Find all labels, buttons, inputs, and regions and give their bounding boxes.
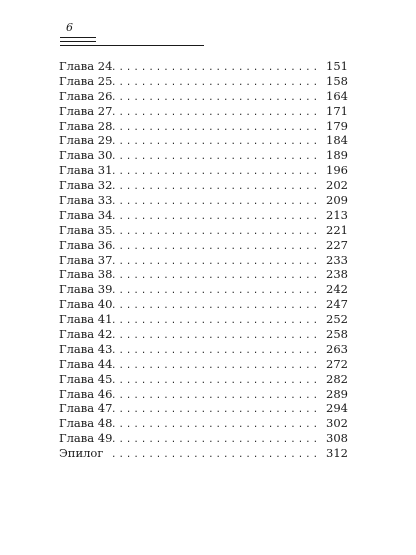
toc-entry-title: Глава 49 bbox=[59, 431, 113, 446]
header-rule-short-top bbox=[60, 37, 96, 38]
toc-entry-page-number: 202 bbox=[326, 178, 348, 193]
toc-dot-leader bbox=[111, 165, 318, 180]
toc-entry-page-number: 289 bbox=[326, 386, 348, 401]
toc-entry bbox=[59, 178, 348, 193]
toc-entry-page-number: 272 bbox=[326, 356, 348, 371]
toc-entry-page-number: 171 bbox=[326, 103, 348, 118]
toc-entry-title: Глава 29 bbox=[59, 133, 113, 148]
toc-entry-title: Глава 32 bbox=[59, 178, 113, 193]
toc-entry-title: Глава 48 bbox=[59, 416, 113, 431]
toc-entry bbox=[59, 253, 348, 268]
toc-dot-leader bbox=[111, 329, 318, 344]
toc-entry bbox=[59, 104, 348, 119]
toc-entry bbox=[59, 282, 348, 297]
toc-dot-leader bbox=[111, 299, 318, 314]
toc-dot-leader bbox=[111, 448, 318, 463]
toc-entry bbox=[59, 446, 348, 461]
toc-entry-title: Глава 26 bbox=[59, 88, 113, 103]
toc-entry bbox=[59, 89, 348, 104]
table-of-contents bbox=[59, 59, 348, 461]
toc-entry-title: Эпилог bbox=[59, 446, 104, 461]
toc-entry-title: Глава 24 bbox=[59, 59, 113, 73]
header-rule-short-bottom bbox=[60, 41, 96, 42]
toc-dot-leader bbox=[111, 135, 318, 150]
toc-dot-leader bbox=[111, 150, 318, 165]
toc-entry-page-number: 209 bbox=[326, 193, 348, 208]
toc-entry-title: Глава 36 bbox=[59, 237, 113, 252]
toc-entry-page-number: 158 bbox=[326, 73, 348, 88]
toc-entry-title: Глава 34 bbox=[59, 207, 113, 222]
toc-dot-leader bbox=[111, 121, 318, 136]
toc-entry-page-number: 294 bbox=[326, 401, 348, 416]
toc-dot-leader bbox=[111, 284, 318, 299]
toc-entry-page-number: 233 bbox=[326, 252, 348, 267]
toc-entry-page-number: 179 bbox=[326, 118, 348, 133]
toc-entry bbox=[59, 223, 348, 238]
toc-entry-title: Глава 37 bbox=[59, 252, 113, 267]
toc-entry bbox=[59, 312, 348, 327]
toc-dot-leader bbox=[111, 240, 318, 255]
toc-entry-title: Глава 28 bbox=[59, 118, 113, 133]
toc-entry-title: Глава 38 bbox=[59, 267, 113, 282]
toc-entry-page-number: 258 bbox=[326, 327, 348, 342]
toc-entry-title: Глава 45 bbox=[59, 371, 113, 386]
toc-dot-leader bbox=[111, 433, 318, 448]
toc-entry-page-number: 308 bbox=[326, 431, 348, 446]
toc-dot-leader bbox=[111, 225, 318, 240]
toc-dot-leader bbox=[111, 180, 318, 195]
toc-entry bbox=[59, 267, 348, 282]
toc-entry-page-number: 263 bbox=[326, 341, 348, 356]
toc-entry bbox=[59, 297, 348, 312]
toc-entry-title: Глава 43 bbox=[59, 341, 113, 356]
toc-dot-leader bbox=[111, 76, 318, 91]
toc-dot-leader bbox=[111, 106, 318, 121]
toc-entry-title: Глава 33 bbox=[59, 193, 113, 208]
toc-dot-leader bbox=[111, 403, 318, 418]
toc-entry-title: Глава 40 bbox=[59, 297, 113, 312]
toc-entry-page-number: 242 bbox=[326, 282, 348, 297]
toc-entry bbox=[59, 431, 348, 446]
toc-entry-page-number: 227 bbox=[326, 237, 348, 252]
toc-entry-title: Глава 44 bbox=[59, 356, 113, 371]
toc-dot-leader bbox=[111, 344, 318, 359]
toc-entry-page-number: 164 bbox=[326, 88, 348, 103]
toc-entry-title: Глава 25 bbox=[59, 73, 113, 88]
toc-entry-page-number: 312 bbox=[326, 446, 348, 461]
toc-entry bbox=[59, 342, 348, 357]
toc-entry bbox=[59, 133, 348, 148]
toc-entry bbox=[59, 74, 348, 89]
toc-entry-title: Глава 42 bbox=[59, 327, 113, 342]
toc-entry-page-number: 282 bbox=[326, 371, 348, 386]
toc-entry-page-number: 221 bbox=[326, 222, 348, 237]
toc-dot-leader bbox=[111, 314, 318, 329]
toc-entry-page-number: 247 bbox=[326, 297, 348, 312]
toc-entry-page-number: 213 bbox=[326, 207, 348, 222]
toc-dot-leader bbox=[111, 269, 318, 284]
toc-entry-page-number: 189 bbox=[326, 148, 348, 163]
toc-dot-leader bbox=[111, 374, 318, 389]
toc-entry-title: Глава 41 bbox=[59, 312, 113, 327]
toc-entry-page-number: 238 bbox=[326, 267, 348, 282]
toc-entry-page-number: 252 bbox=[326, 312, 348, 327]
page-number: 6 bbox=[66, 21, 73, 34]
toc-entry bbox=[59, 416, 348, 431]
toc-dot-leader bbox=[111, 61, 318, 76]
toc-entry-title: Глава 31 bbox=[59, 163, 113, 178]
toc-entry-title: Глава 39 bbox=[59, 282, 113, 297]
toc-entry bbox=[59, 372, 348, 387]
toc-entry-title: Глава 47 bbox=[59, 401, 113, 416]
toc-entry bbox=[59, 163, 348, 178]
toc-entry bbox=[59, 119, 348, 134]
toc-entry bbox=[59, 208, 348, 223]
toc-entry bbox=[59, 193, 348, 208]
toc-entry-title: Глава 27 bbox=[59, 103, 113, 118]
toc-entry-page-number: 184 bbox=[326, 133, 348, 148]
toc-dot-leader bbox=[111, 389, 318, 404]
toc-entry-page-number: 196 bbox=[326, 163, 348, 178]
toc-dot-leader bbox=[111, 359, 318, 374]
toc-dot-leader bbox=[111, 210, 318, 225]
toc-dot-leader bbox=[111, 255, 318, 270]
toc-entry bbox=[59, 357, 348, 372]
toc-entry-title: Глава 46 bbox=[59, 386, 113, 401]
toc-dot-leader bbox=[111, 195, 318, 210]
toc-entry-page-number: 151 bbox=[326, 59, 348, 73]
toc-dot-leader bbox=[111, 418, 318, 433]
toc-entry bbox=[59, 401, 348, 416]
toc-entry bbox=[59, 327, 348, 342]
toc-entry-title: Глава 35 bbox=[59, 222, 113, 237]
toc-entry bbox=[59, 148, 348, 163]
toc-entry bbox=[59, 387, 348, 402]
toc-entry-page-number: 302 bbox=[326, 416, 348, 431]
toc-entry bbox=[59, 238, 348, 253]
header-rule-long bbox=[60, 45, 204, 46]
toc-entry-title: Глава 30 bbox=[59, 148, 113, 163]
toc-entry bbox=[59, 59, 348, 74]
toc-dot-leader bbox=[111, 91, 318, 106]
